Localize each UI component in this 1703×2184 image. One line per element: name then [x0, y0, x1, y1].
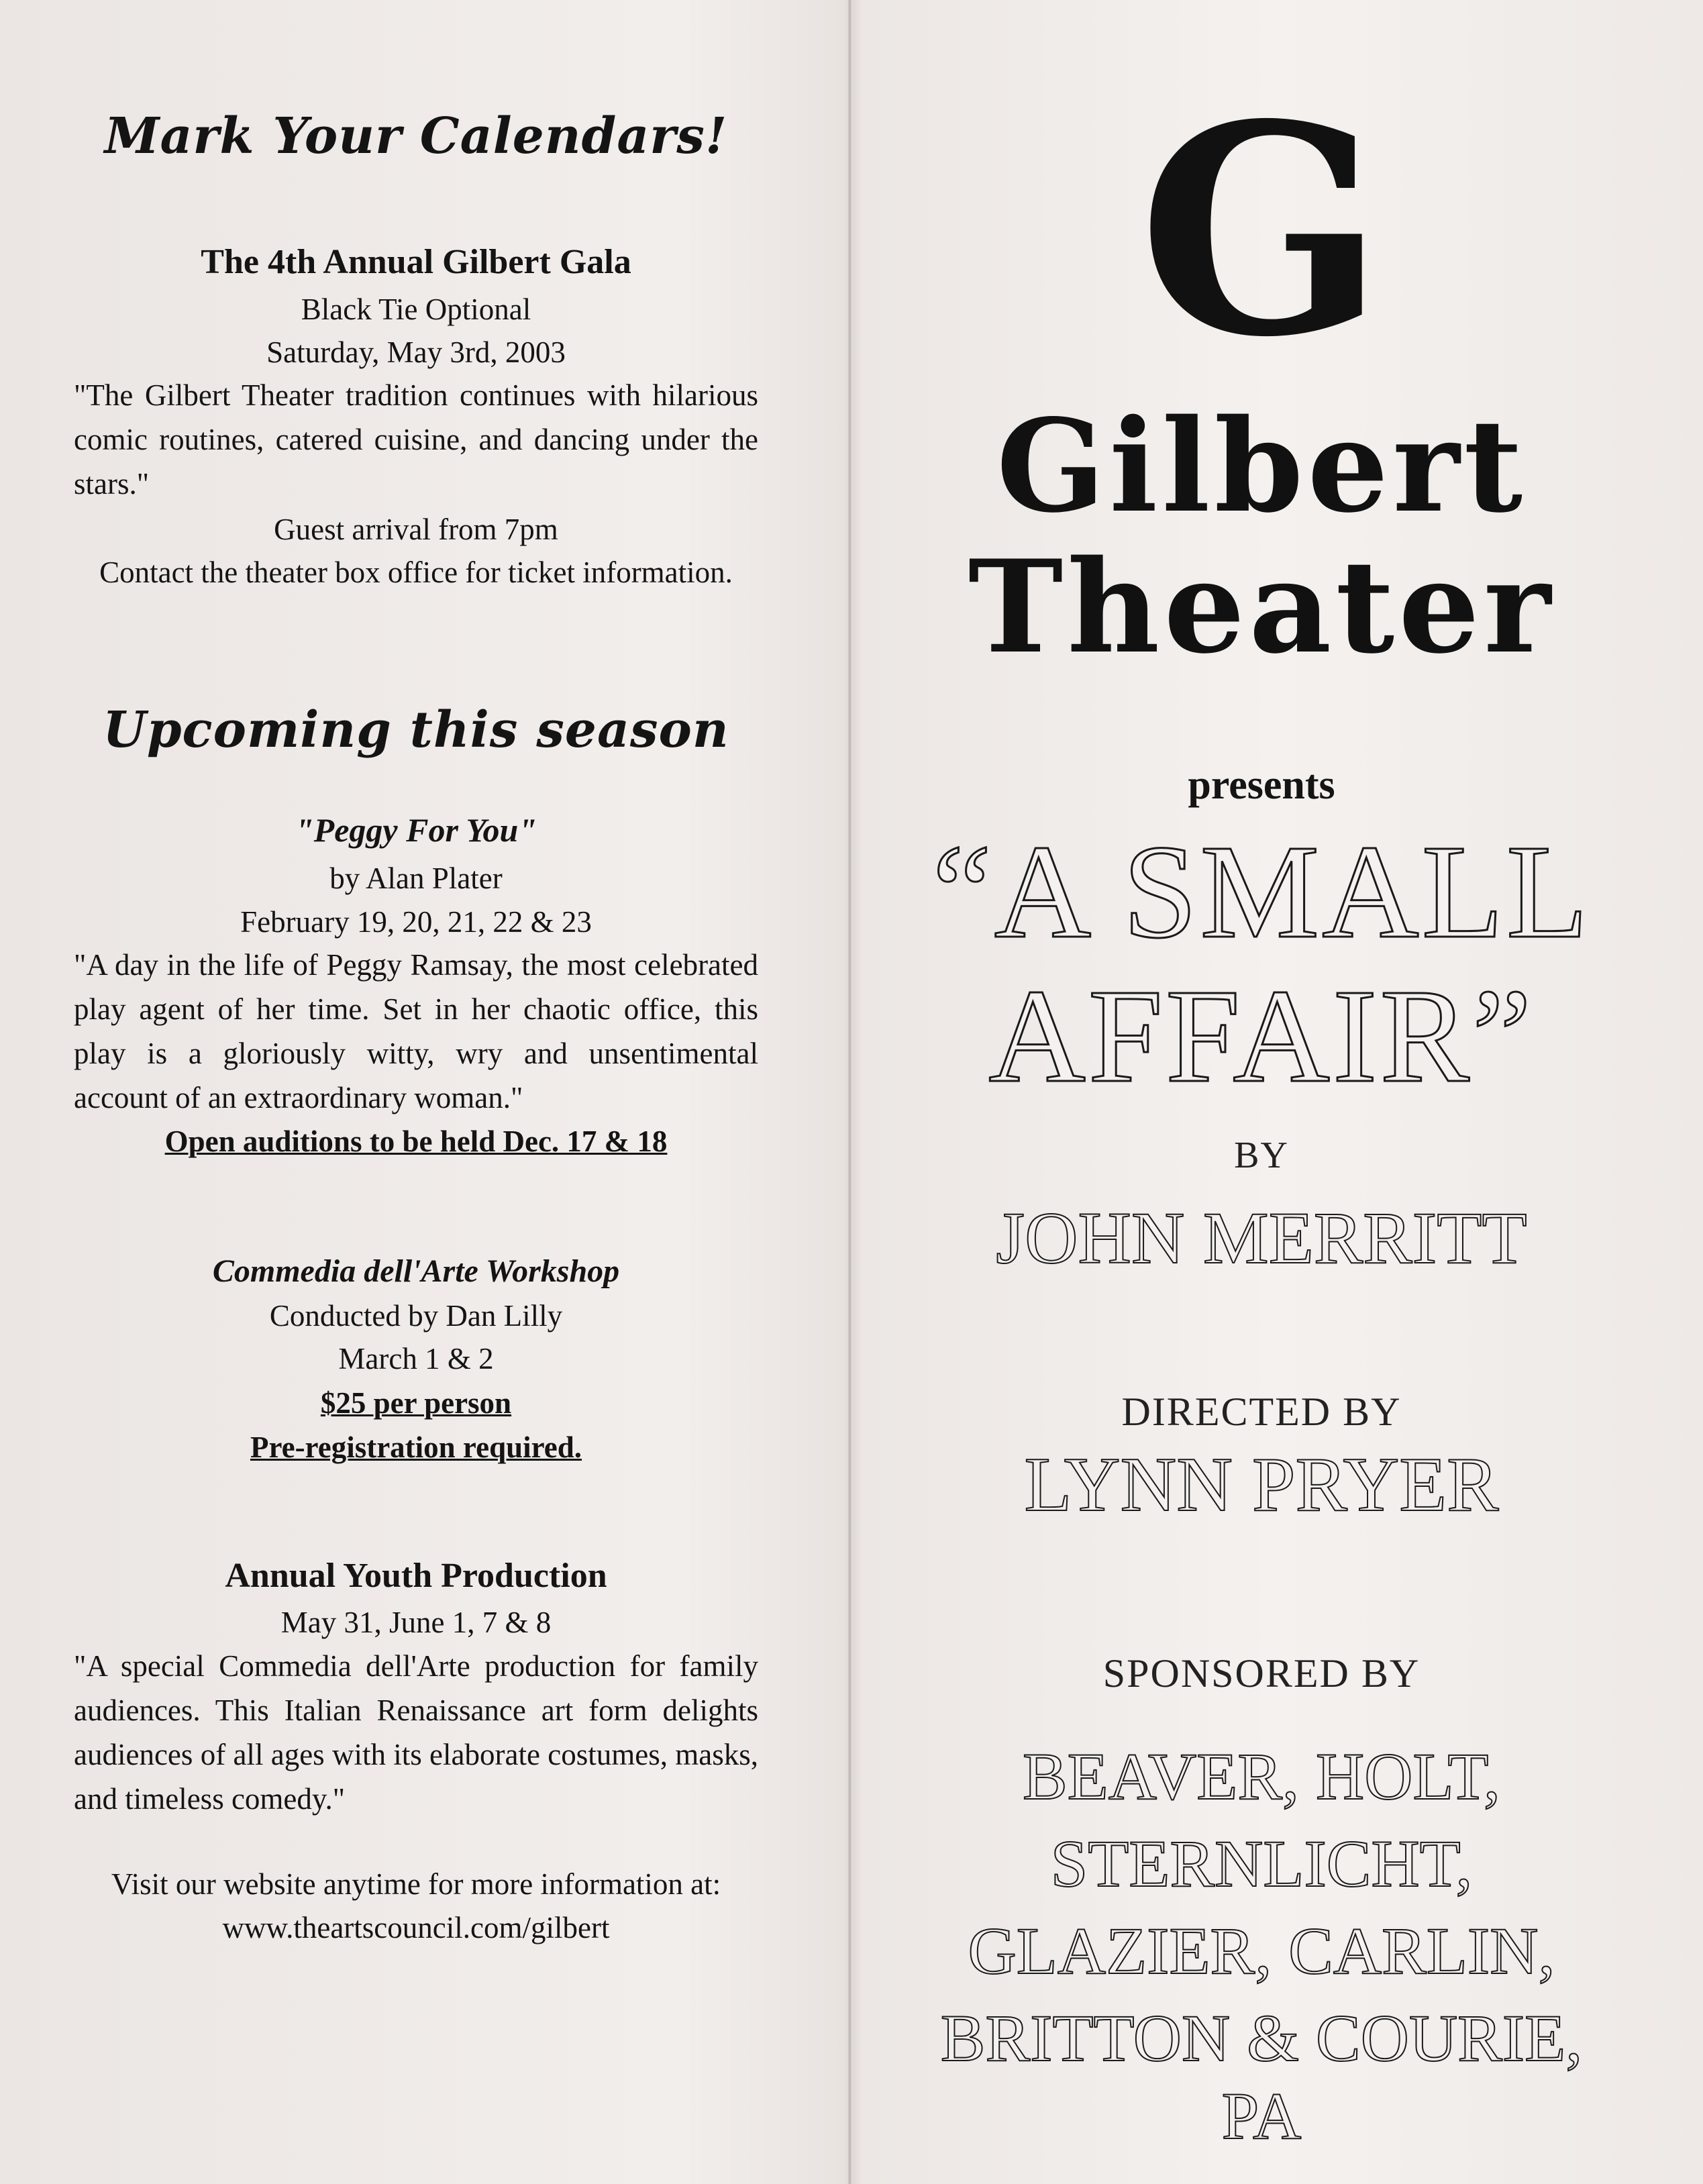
right-panel — [899, 0, 1624, 2184]
website-intro: Visit our website anytime for more information at: — [111, 1867, 721, 1901]
workshop-registration: Pre-registration required. — [250, 1431, 582, 1464]
gala-contact: Contact the theater box office for ticket information. — [99, 556, 733, 589]
calendar-heading: Mark Your Calendars! — [104, 107, 728, 165]
workshop-dates: March 1 & 2 — [338, 1342, 494, 1375]
directed-by-label: DIRECTED BY — [1121, 1390, 1402, 1434]
youth-title: Annual Youth Production — [225, 1557, 607, 1595]
gala-description: "The Gilbert Theater tradition continues with hilarious comic routines, catered cuisine, and dancing under the stars." — [74, 378, 758, 501]
workshop-title: Commedia dell'Arte Workshop — [212, 1253, 620, 1289]
director-name: LYNN PRYER — [1024, 1442, 1499, 1528]
peggy-dates: February 19, 20, 21, 22 & 23 — [240, 905, 592, 939]
youth-description: "A special Commedia dell'Arte production for family audiences. This Italian Renaissance art form delights audiences of all ages with its elaborate costumes, masks, and timeless comedy." — [74, 1649, 758, 1816]
sponsor-line: GLAZIER, CARLIN, — [968, 1914, 1555, 1988]
by-label: BY — [1234, 1135, 1289, 1176]
workshop-conductor: Conducted by Dan Lilly — [269, 1299, 563, 1333]
sponsor-line: BRITTON & COURIE, PA — [940, 2001, 1583, 2153]
sponsor-line: STERNLICHT, — [1050, 1826, 1473, 1901]
sponsored-by-label: SPONSORED BY — [1102, 1651, 1421, 1696]
playwright-name: JOHN MERRITT — [996, 1197, 1527, 1279]
left-panel — [74, 0, 758, 2184]
gala-date: Saturday, May 3rd, 2003 — [266, 335, 566, 369]
website-url: www.theartscouncil.com/gilbert — [222, 1911, 610, 1944]
peggy-author: by Alan Plater — [329, 862, 503, 895]
peggy-description: "A day in the life of Peggy Ramsay, the most celebrated play agent of her time. Set in her chaotic office, this play is a gloriously witty, wry and unsentimental account of an extraordinary woman." — [74, 948, 758, 1114]
sponsor-line: BEAVER, HOLT, — [1022, 1739, 1501, 1814]
gala-arrival: Guest arrival from 7pm — [274, 513, 558, 546]
peggy-title: "Peggy For You" — [295, 811, 537, 849]
gala-title: The 4th Annual Gilbert Gala — [201, 243, 631, 281]
play-title-line1: “A SMALL — [932, 818, 1591, 966]
play-title-line2: AFFAIR” — [988, 962, 1535, 1110]
peggy-auditions: Open auditions to be held Dec. 17 & 18 — [164, 1125, 668, 1158]
gala-dress-code: Black Tie Optional — [301, 293, 531, 326]
season-heading: Upcoming this season — [103, 701, 729, 759]
theater-logo-letter: G — [1138, 62, 1385, 401]
workshop-price: $25 per person — [320, 1386, 512, 1420]
youth-dates: May 31, June 1, 7 & 8 — [280, 1606, 552, 1639]
center-fold — [848, 0, 852, 2184]
theater-name-line1: Gilbert — [996, 391, 1527, 541]
presents-label: presents — [1188, 762, 1335, 808]
theater-name-line2: Theater — [968, 532, 1555, 682]
